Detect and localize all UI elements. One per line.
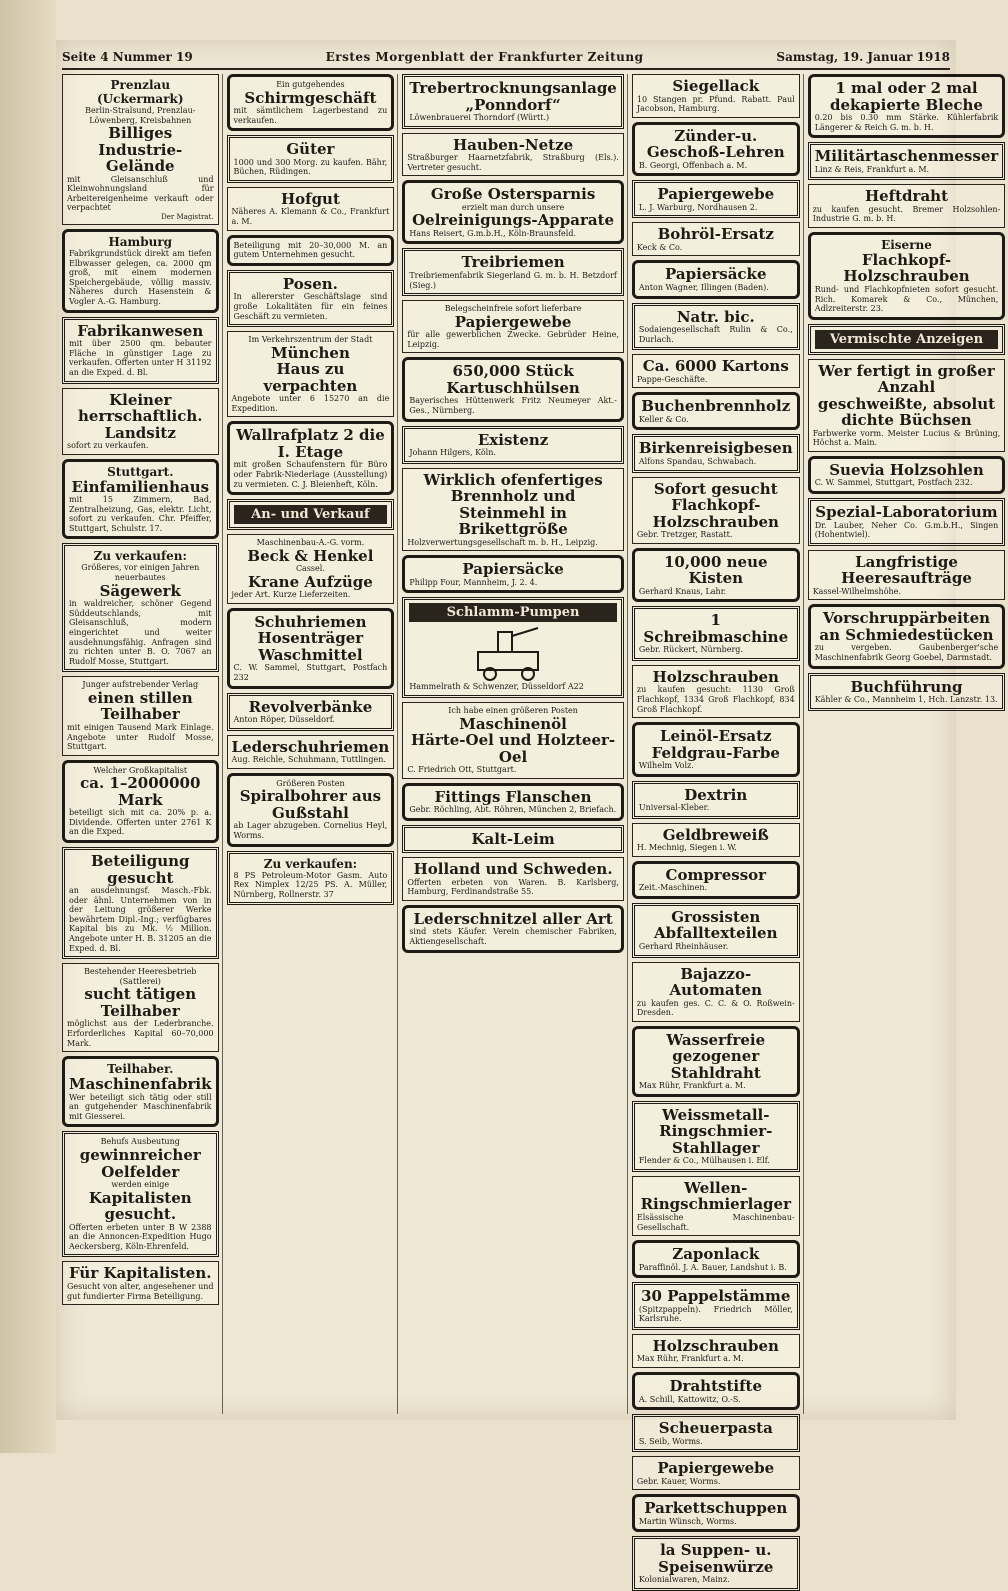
ad-body: Martin Wünsch, Worms. bbox=[638, 1516, 737, 1526]
ad-body: S. Seib, Worms. bbox=[638, 1436, 703, 1446]
ad-headline: Scheuerpasta bbox=[658, 1419, 773, 1438]
advertisement bbox=[227, 331, 395, 417]
pump-illustration bbox=[409, 622, 617, 682]
advertisement bbox=[632, 1414, 800, 1452]
ad-headline: Zünder-u. Geschoß-Lehren bbox=[646, 126, 785, 162]
advertisement bbox=[632, 861, 800, 899]
ad-headline: Güter bbox=[286, 140, 335, 159]
advertisement bbox=[808, 184, 1006, 228]
advertisement bbox=[808, 456, 1006, 494]
ad-subtitle: Ein gutgehendes bbox=[276, 80, 345, 89]
advertisement bbox=[227, 608, 395, 689]
ad-headline: Weissmetall-Ringschmier-Stahllager bbox=[659, 1105, 773, 1157]
ad-headline: Sofort gesucht bbox=[653, 479, 778, 498]
ad-headline: Siegellack bbox=[672, 77, 760, 95]
ad-body: zu kaufen gesucht. Bremer Holzsohlen-Industrie G. m. b. H. bbox=[812, 204, 1001, 224]
column-3 bbox=[402, 74, 628, 1414]
advertisement bbox=[402, 133, 624, 177]
ad-headline: Militärtaschenmesser bbox=[814, 147, 999, 166]
advertisement bbox=[62, 543, 219, 672]
advertisement bbox=[402, 357, 624, 421]
ad-title: Teilhaber. bbox=[107, 1062, 174, 1077]
ad-subtitle: Bestehender Heeresbetrieb (Sattlerei) bbox=[84, 967, 197, 986]
ad-headline: ca. 1–2000000 Mark bbox=[80, 774, 201, 809]
ad-reference: Der Magistrat. bbox=[161, 213, 214, 222]
ad-headline: Trebertrocknungsanlage „Ponndorf“ bbox=[409, 79, 617, 114]
ad-headline: Papiersäcke bbox=[462, 560, 564, 579]
ad-headline: Wellen-Ringschmierlager bbox=[640, 1178, 791, 1214]
advertisement bbox=[808, 673, 1006, 711]
advertisement bbox=[62, 847, 219, 959]
ad-body: Anton Wagner, Illingen (Baden). bbox=[638, 282, 769, 292]
ad-body: Gerhard Rheinhäuser. bbox=[638, 941, 729, 951]
advertisement bbox=[632, 823, 800, 857]
ad-headline: 1 mal oder 2 mal dekapierte Bleche bbox=[829, 79, 983, 114]
ad-headline: Zaponlack bbox=[672, 1245, 760, 1264]
ad-headline: Papiersäcke bbox=[665, 265, 767, 284]
advertisement bbox=[632, 903, 800, 958]
ad-subtitle: Berlin-Stralsund, Prenzlau-Löwenberg, Kreisbahnen bbox=[85, 106, 196, 125]
advertisement bbox=[808, 498, 1006, 546]
ad-body: mit großen Schaufenstern für Büro oder Fabrik-Niederlage (Ausstellung) zu vermieten. C. J. Bleienheft, Köln. bbox=[233, 460, 388, 489]
ad-body: ab Lager abzugeben. Cornelius Heyl, Worms. bbox=[233, 821, 388, 841]
ad-headline: Spiralbohrer aus Gußstahl bbox=[239, 787, 382, 822]
ad-headline: Wer fertigt in großer Anzahl bbox=[818, 361, 995, 397]
newspaper-page bbox=[56, 40, 1001, 1585]
advertisement bbox=[227, 421, 395, 495]
advertisement bbox=[62, 760, 219, 843]
section-banner: Schlamm-Pumpen bbox=[409, 603, 617, 622]
ad-headline: sucht tätigen Teilhaber bbox=[84, 985, 197, 1020]
column-1 bbox=[62, 74, 223, 1414]
ad-headline: Wasserfreie gezogener Stahldraht bbox=[666, 1030, 766, 1082]
ad-body: Kassel-Wilhelmshöhe. bbox=[812, 586, 901, 596]
ad-headline-secondary: Feldgrau-Farbe bbox=[651, 743, 780, 762]
ad-headline: 1 Schreibmaschine bbox=[643, 611, 789, 646]
advertisement bbox=[227, 534, 395, 604]
ad-body: Johann Hilgers, Köln. bbox=[409, 448, 496, 458]
ad-headline-secondary: Kapitalisten gesucht. bbox=[88, 1188, 192, 1224]
ad-body: beteiligt sich mit ca. 20% p. a. Dividende. Offerten unter 2761 K an die Exped. bbox=[69, 808, 212, 837]
ad-headline: Fabrikanwesen bbox=[77, 321, 204, 340]
ad-subtext: Cassel. bbox=[295, 564, 325, 574]
ad-body: mit einigen Tausend Mark Einlage. Angebote unter Rudolf Mosse, Stuttgart. bbox=[67, 722, 214, 752]
advertisement bbox=[632, 122, 800, 177]
advertisement bbox=[632, 392, 800, 430]
ad-headline: Spezial-Laboratorium bbox=[815, 503, 998, 522]
ad-headline: Lederschuhriemen bbox=[231, 737, 390, 756]
advertisement bbox=[632, 606, 800, 661]
ad-body: Beteiligung mit 20–30,000 M. an gutem Unternehmen gesucht. bbox=[233, 240, 388, 260]
ad-headline: Für Kapitalisten. bbox=[69, 1264, 212, 1283]
advertisement bbox=[402, 248, 624, 296]
ad-headline: Birkenreisigbesen bbox=[638, 439, 793, 458]
advertisement bbox=[402, 555, 624, 593]
ad-body: mit über 2500 qm. bebauter Fläche in günstiger Lage zu verkaufen. Offerten unter H 31192 an die Exped. d. Bl. bbox=[69, 339, 212, 377]
ad-headline: Wirklich ofenfertiges Brennholz und Steinmehl in Brikettgröße bbox=[423, 470, 603, 539]
advertisement bbox=[632, 180, 800, 218]
advertisement bbox=[62, 676, 219, 755]
page-header bbox=[62, 46, 950, 70]
ad-subtitle: Behufs Ausbeutung bbox=[100, 1137, 180, 1147]
ad-body: 1000 und 300 Morg. zu kaufen. Bähr, Büchen, Rüdingen. bbox=[233, 157, 388, 177]
advertisement bbox=[808, 324, 1006, 355]
ad-body: Universal-Kleber. bbox=[638, 803, 710, 813]
advertisement bbox=[402, 702, 624, 779]
ad-headline: Papiergewebe bbox=[657, 185, 775, 204]
advertisement bbox=[62, 317, 219, 384]
ad-headline-secondary: Abfalltexteilen bbox=[654, 924, 778, 943]
advertisement bbox=[227, 851, 395, 906]
section-banner: Vermischte Anzeigen bbox=[815, 330, 999, 349]
advertisement bbox=[62, 229, 219, 313]
ad-body: Elsässische Maschinenbau-Gesellschaft. bbox=[636, 1212, 795, 1232]
ad-headline: Buchenbrennholz bbox=[641, 397, 791, 416]
ad-subtext: werden einige bbox=[111, 1180, 170, 1190]
ad-headline: Sägewerk bbox=[99, 581, 181, 600]
ad-headline: Papiergewebe bbox=[454, 312, 572, 331]
ad-body: sofort zu verkaufen. bbox=[67, 441, 149, 450]
ad-body: für alle gewerblichen Zwecke. Gebrüder Heine, Leipzig. bbox=[407, 330, 619, 349]
ad-title: Hamburg bbox=[108, 235, 173, 250]
ad-body: 10 Stangen pr. Pfund. Rabatt. Paul Jacobson, Hamburg. bbox=[636, 94, 795, 114]
ad-body: Pappe-Geschäfte. bbox=[636, 374, 708, 384]
ad-headline: Drahtstifte bbox=[669, 1377, 762, 1395]
ad-body: Kolonialwaren, Mainz. bbox=[638, 1575, 730, 1585]
ad-body: Hans Reisert, G.m.b.H., Köln-Braunsfeld. bbox=[409, 228, 576, 238]
advertisement bbox=[402, 468, 624, 552]
advertisement bbox=[632, 1494, 800, 1532]
ad-headline: Grossisten bbox=[671, 907, 761, 926]
advertisement bbox=[632, 354, 800, 388]
ad-body: Paraffinöl. J. A. Bauer, Landshut i. B. bbox=[638, 1262, 787, 1272]
ad-headline-secondary: Härte-Oel und Holzteer-Oel bbox=[411, 731, 616, 766]
ad-body: (Spitzpappeln). Friedrich Möller, Karlsruhe. bbox=[638, 1304, 793, 1324]
book-binding bbox=[0, 0, 56, 1453]
ad-headline: Compressor bbox=[665, 865, 767, 884]
ad-body: Bayerisches Hüttenwerk Fritz Neumeyer Akt.-Ges., Nürnberg. bbox=[409, 396, 617, 416]
column-5 bbox=[808, 74, 1008, 1414]
advertisement bbox=[227, 270, 395, 327]
ad-headline: Bajazzo-Automaten bbox=[669, 964, 762, 1000]
advertisement bbox=[227, 187, 395, 231]
ad-headline: la Suppen- u. Speisenwürze bbox=[658, 1541, 774, 1576]
ad-headline: Schirmgeschäft bbox=[244, 88, 377, 107]
ad-headline: 30 Pappelstämme bbox=[641, 1287, 791, 1306]
ad-headline: Geldbreweiß bbox=[662, 825, 769, 844]
ad-headline: Fittings Flanschen bbox=[434, 787, 592, 806]
ad-body: Fabrikgrundstück direkt am tiefen Elbwasser gelegen, ca. 2000 qm groß, mit einem modernen Speichergebäude, völlig massiv. Näheres durch Hasenstein & Vogler A.-G. Hamburg. bbox=[69, 249, 212, 307]
advertisement bbox=[62, 963, 219, 1052]
ad-body: Angebote unter 6 15270 an die Expedition. bbox=[231, 394, 390, 413]
ad-body: Max Rühr, Frankfurt a. M. bbox=[636, 1354, 744, 1364]
ad-headline: Maschinenöl bbox=[459, 714, 567, 733]
ad-subtitle: Maschinenbau-A.-G. vorm. bbox=[256, 538, 365, 548]
advertisement bbox=[632, 260, 800, 298]
ad-headline: Treibriemen bbox=[461, 253, 565, 272]
ad-body: Dr. Lauber, Neher Co. G.m.b.H., Singen (Hohentwiel). bbox=[814, 520, 999, 540]
ad-body: Gebr. Rückert, Nürnberg. bbox=[638, 645, 743, 655]
ad-body: in waldreicher, schöner Gegend Süddeutschlands, mit Gleisanschluß, modern eingerichtet und weiter ausdehnungsfähig. Anfragen sind zu richten unter B. O. 7067 an Rudolf Mosse, Stuttgart. bbox=[69, 599, 212, 666]
ad-body: sind stets Käufer. Verein chemischer Fabriken, Aktiengesellschaft. bbox=[409, 927, 617, 947]
column-2 bbox=[227, 74, 399, 1414]
advertisement bbox=[808, 550, 1006, 601]
ad-body: Keck & Co. bbox=[636, 242, 683, 252]
advertisement bbox=[632, 434, 800, 472]
ad-body: mit 15 Zimmern, Bad, Zentralheizung, Gas, elektr. Licht, sofort zu verkaufen. Chr. Pfeiffer, Stuttgart, Schulstr. 17. bbox=[69, 495, 212, 533]
advertisement bbox=[632, 1101, 800, 1172]
ad-body: Aug. Reichle, Schuhmann, Tuttlingen. bbox=[231, 755, 386, 765]
ad-body: Offerten erbeten unter B W 2388 an die Annoncen-Expedition Hugo Aeckersberg, Köln-Ehrenfeld. bbox=[69, 1222, 212, 1251]
advertisement bbox=[808, 359, 1006, 452]
ad-headline: Posen. bbox=[282, 274, 338, 293]
advertisement bbox=[632, 665, 800, 718]
ad-body: Gebr. Kauer, Worms. bbox=[636, 1476, 721, 1486]
ad-headline: Parkettschuppen bbox=[644, 1499, 788, 1518]
advertisement bbox=[632, 477, 800, 544]
ad-headline: Billiges Industrie-Gelände bbox=[98, 124, 183, 176]
advertisement bbox=[632, 1334, 800, 1368]
ad-body: Anton Röper, Düsseldorf. bbox=[233, 715, 335, 725]
advertisement bbox=[227, 499, 395, 530]
ad-body: In allererster Geschäftslage sind große Lokalitäten für ein feines Geschäft zu vermieten. bbox=[233, 292, 388, 321]
advertisement bbox=[402, 857, 624, 901]
ad-headline: Bohröl-Ersatz bbox=[657, 225, 774, 244]
ad-headline: Revolverbänke bbox=[248, 697, 373, 716]
ad-headline: Beck & Henkel bbox=[247, 546, 374, 565]
ad-headline: Holzschrauben bbox=[652, 1336, 779, 1355]
advertisement bbox=[632, 303, 800, 351]
ad-headline: Hofgut bbox=[280, 189, 340, 208]
ad-headline: Vorschruppärbeiten an Schmiedestücken bbox=[819, 609, 994, 644]
ad-body: zu kaufen ges. C. C. & O. Roßwein-Dresden. bbox=[636, 998, 795, 1018]
ad-headline: Leinöl-Ersatz bbox=[659, 727, 772, 746]
advertisement bbox=[402, 597, 624, 698]
ad-body: Gerhard Knaus, Lahr. bbox=[638, 586, 727, 596]
ad-title: Prenzlau (Uckermark) bbox=[97, 78, 184, 106]
ad-body: zu vergeben. Gaubenberger'sche Maschinenfabrik Georg Goebel, Darmstadt. bbox=[814, 643, 999, 662]
advertisement bbox=[227, 135, 395, 183]
advertisement bbox=[632, 722, 800, 777]
ad-body: Philipp Four, Mannheim, J. 2. 4. bbox=[409, 577, 538, 587]
ad-headline: Beteiligung gesucht bbox=[90, 852, 190, 887]
advertisement bbox=[62, 1056, 219, 1127]
advertisement bbox=[402, 426, 624, 464]
ad-body: 8 PS Petroleum-Motor Gasm. Auto Rex Nimplex 12/25 PS. A. Müller, Nürnberg, Rollnerstr. 37 bbox=[233, 870, 388, 899]
advertisement bbox=[227, 693, 395, 731]
advertisement bbox=[227, 74, 395, 131]
ad-headline-secondary: Haus zu verpachten bbox=[263, 360, 358, 395]
ad-body: L. J. Warburg, Nordhausen 2. bbox=[638, 202, 758, 212]
ad-body: Farbwerke vorm. Meister Lucius & Brüning, Höchst a. Main. bbox=[812, 428, 1001, 448]
ad-headline: Holland und Schweden. bbox=[413, 860, 613, 879]
ad-body: C. W. Sammel, Stuttgart, Postfach 232. bbox=[814, 478, 973, 488]
ad-headline: München bbox=[270, 343, 350, 362]
advertisement bbox=[402, 905, 624, 953]
advertisement bbox=[402, 74, 624, 129]
ad-headline: Maschinenfabrik bbox=[69, 1075, 212, 1094]
ad-headline: Große Ostersparnis bbox=[430, 185, 596, 204]
ad-body: zu kaufen gesucht: 1130 Groß Flachkopf, 1334 Groß Flachkopf, 834 Groß Flachkopf. bbox=[636, 685, 795, 714]
ad-headline: Holzschrauben bbox=[652, 667, 779, 686]
header-left: Seite 4 Nummer 19 bbox=[62, 50, 193, 64]
ad-body: Kähler & Co., Mannheim 1, Hch. Lanzstr. 13. bbox=[814, 695, 998, 704]
ad-body: jeder Art. Kurze Lieferzeiten. bbox=[231, 590, 351, 600]
ad-body: Näheres A. Klemann & Co., Frankfurt a. M. bbox=[231, 207, 390, 227]
ad-body: Flender & Co., Mülhausen i. Elf. bbox=[638, 1156, 770, 1166]
ad-body: Gesucht von alter, angesehener und gut fundierter Firma Beteiligung. bbox=[67, 1281, 214, 1301]
ad-subtitle: Junger aufstrebender Verlag bbox=[82, 680, 199, 690]
advertisement bbox=[632, 1176, 800, 1236]
advertisement bbox=[402, 825, 624, 854]
ad-subtitle: Belegscheinfreie sofort lieferbare bbox=[444, 304, 582, 314]
ad-headline: Papiergewebe bbox=[657, 1459, 775, 1478]
advertisement bbox=[62, 388, 219, 455]
advertisement bbox=[632, 962, 800, 1022]
ad-body: Straßburger Haarnetzfabrik, Straßburg (Els.). Vertreter gesucht. bbox=[407, 153, 619, 172]
ad-body: C. Friedrich Ott, Stuttgart. bbox=[407, 765, 517, 775]
advertisement bbox=[632, 74, 800, 118]
ad-subtitle: Im Verkehrszentrum der Stadt bbox=[248, 335, 373, 345]
ad-headline: einen stillen Teilhaber bbox=[87, 688, 193, 724]
advertisement bbox=[632, 222, 800, 256]
advertisement bbox=[808, 142, 1006, 180]
ad-body: 0.20 bis 0.30 mm Stärke. Kühlerfabrik Längerer & Reich G. m. b. H. bbox=[814, 113, 999, 132]
ad-headline: Dextrin bbox=[684, 785, 748, 804]
ad-headline: Suevia Holzsohlen bbox=[829, 460, 984, 479]
advertisement bbox=[62, 1261, 219, 1305]
advertisement bbox=[632, 1240, 800, 1278]
ad-subtitle: Ich habe einen größeren Posten bbox=[448, 706, 578, 715]
ad-body: möglichst aus der Lederbranche. Erforderliches Kapital 60–70,000 Mark. bbox=[67, 1019, 214, 1048]
ad-body: Wer beteiligt sich tätig oder still an gutgehender Maschinenfabrik mit Giesserei. bbox=[69, 1092, 212, 1121]
ad-subtitle: Welcher Großkapitalist bbox=[93, 765, 188, 775]
ad-body: Gebr. Tretzger, Rastatt. bbox=[636, 530, 733, 540]
advertisement bbox=[227, 235, 395, 266]
advertisement bbox=[62, 74, 219, 225]
ad-headline: 10,000 neue Kisten bbox=[664, 552, 768, 588]
ad-body: Zeit.-Maschinen. bbox=[638, 883, 708, 893]
ad-body: Linz & Reis, Frankfurt a. M. bbox=[814, 164, 930, 174]
ad-headline: Lederschnitzel aller Art bbox=[413, 909, 613, 928]
advertisement bbox=[632, 1536, 800, 1591]
ad-body: Gebr. Röchling, Abt. Röhren, München 2, Briefach. bbox=[409, 805, 617, 815]
ad-body: B. Georgi, Offenbach a. M. bbox=[638, 160, 748, 170]
ad-body: C. W. Sammel, Stuttgart, Postfach 232 bbox=[233, 663, 388, 683]
ad-subtitle: Größeres, vor einigen Jahren neuerbautes bbox=[81, 563, 200, 583]
ad-body: mit Gleisanschluß und Kleinwohnungsland für Arbeitereigenheime verkauft oder verpachtet bbox=[67, 174, 214, 213]
header-title: Erstes Morgenblatt der Frankfurter Zeitung bbox=[325, 50, 644, 64]
ad-body: an ausdehnungsf. Masch.-Fbk. oder ähnl. Unternehmen von in der Leitung größerer Werke bewährtem Dipl.-Ing.; verfügbares Kapital bis zu Mk. ½ Million. Angebote unter H. B. 31205 an die Exped. d. Bl. bbox=[69, 886, 212, 953]
advertisement bbox=[632, 1372, 800, 1410]
ad-body: Offerten erbeten von Waren. B. Karlsberg, Hamburg, Ferdinandstraße 55. bbox=[407, 877, 619, 897]
ad-body: Treibriemenfabrik Siegerland G. m. b. H. Betzdorf (Sieg.) bbox=[409, 270, 617, 290]
ad-body: Wilhelm Volz. bbox=[638, 761, 694, 771]
ad-body: A. Schill, Kattowitz, O.-S. bbox=[638, 1394, 741, 1404]
ad-title: Stuttgart. bbox=[107, 464, 174, 479]
ad-subtitle: Größeren Posten bbox=[276, 778, 345, 788]
ad-headline-secondary: geschweißte, absolut dichte Büchsen bbox=[817, 394, 996, 430]
advertisement bbox=[227, 773, 395, 847]
ad-headline: Ca. 6000 Kartons bbox=[642, 357, 789, 376]
advertisement bbox=[632, 1456, 800, 1490]
advertisement bbox=[227, 735, 395, 769]
section-banner: An- und Verkauf bbox=[234, 505, 388, 524]
advertisement bbox=[808, 604, 1006, 668]
ad-headline: gewinnreicher Oelfelder bbox=[79, 1146, 201, 1181]
ad-headline: Natr. bic. bbox=[676, 307, 755, 326]
ad-subtext: erzielt man durch unsere bbox=[461, 202, 565, 212]
ad-body: Rund- und Flachkopfnieten sofort gesucht. Rich. Komarek & Co., München, Adlzreiterstr. 23. bbox=[814, 284, 999, 314]
ad-headline-secondary: Flachkopf-Holzschrauben bbox=[652, 496, 779, 531]
ad-title: Eiserne bbox=[881, 237, 932, 252]
ad-headline: Einfamilienhaus bbox=[71, 477, 210, 496]
advertisement bbox=[62, 1131, 219, 1257]
ad-headline: Schuhriemen Hosenträger Waschmittel bbox=[254, 612, 367, 664]
advertisement bbox=[402, 783, 624, 821]
columns bbox=[62, 74, 1001, 1585]
ad-headline: Heftdraht bbox=[864, 187, 948, 206]
advertisement bbox=[632, 1282, 800, 1330]
ad-title: Zu verkaufen: bbox=[263, 856, 358, 871]
ad-headline: 650,000 Stück Kartuschhülsen bbox=[446, 362, 580, 397]
advertisement bbox=[402, 180, 624, 244]
advertisement bbox=[808, 232, 1006, 320]
ad-headline: Hauben-Netze bbox=[452, 135, 574, 154]
ad-headline: Flachkopf-Holzschrauben bbox=[843, 250, 970, 286]
ad-body: H. Mechnig, Siegen i. W. bbox=[636, 843, 737, 853]
advertisement bbox=[632, 781, 800, 819]
ad-body: Hammelrath & Schwenzer, Düsseldorf A22 bbox=[409, 682, 584, 692]
advertisement bbox=[62, 459, 219, 540]
ad-body: Keller & Co. bbox=[638, 414, 689, 424]
advertisement bbox=[632, 548, 800, 603]
ad-headline: Existenz bbox=[477, 430, 549, 449]
ad-headline: Wallrafplatz 2 die I. Etage bbox=[236, 426, 385, 461]
ad-headline: Kleiner herrschaftlich. Landsitz bbox=[78, 390, 203, 442]
ad-body: Max Rühr, Frankfurt a. M. bbox=[638, 1081, 746, 1091]
advertisement bbox=[808, 74, 1006, 138]
column-4 bbox=[632, 74, 804, 1585]
ad-body: mit sämtlichem Lagerbestand zu verkaufen. bbox=[233, 106, 388, 125]
ad-headline: Buchführung bbox=[850, 677, 963, 696]
ad-headline: Kalt-Leim bbox=[471, 829, 555, 848]
header-date: Samstag, 19. Januar 1918 bbox=[776, 50, 950, 64]
advertisement bbox=[632, 1026, 800, 1097]
advertisement bbox=[402, 300, 624, 353]
ad-headline-secondary: Oelreinigungs-Apparate bbox=[412, 211, 615, 230]
ad-headline: Langfristige Heeresaufträge bbox=[841, 552, 972, 588]
ad-body: Löwenbrauerei Thorndorf (Württ.) bbox=[409, 113, 550, 122]
ad-body: Holzverwertungsgesellschaft m. b. H., Leipzig. bbox=[407, 537, 598, 547]
ad-title: Zu verkaufen: bbox=[93, 549, 187, 564]
ad-headline-secondary: Krane Aufzüge bbox=[248, 572, 373, 591]
ad-body: Alfons Spandau, Schwabach. bbox=[638, 456, 757, 466]
ad-body: Sodaiengesellschaft Rulin & Co., Durlach. bbox=[638, 325, 793, 344]
